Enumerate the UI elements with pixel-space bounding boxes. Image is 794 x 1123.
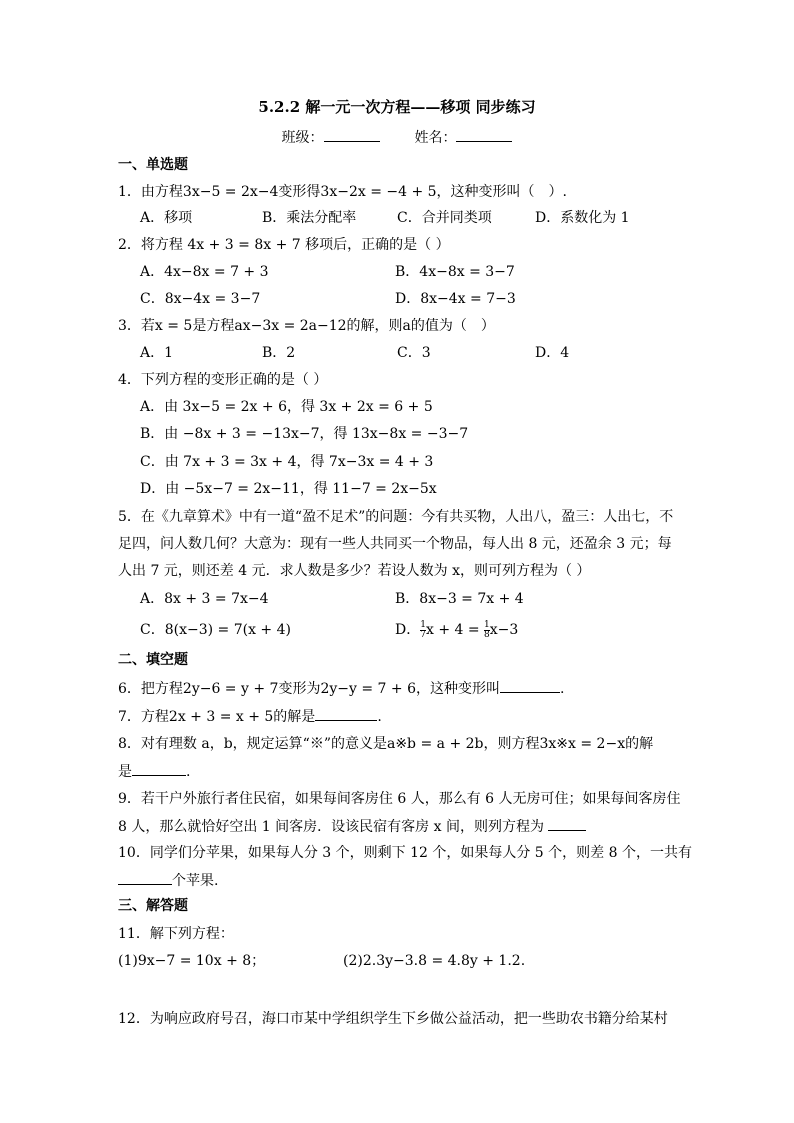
q10-blank[interactable]	[118, 870, 172, 885]
q1-option-d[interactable]: D．系数化为 1	[535, 210, 630, 226]
q5-option-d-prefix: D．	[395, 622, 421, 638]
q4-option-d[interactable]: D．由 −5x−7 = 2x−11，得 11−7 = 2x−5x	[140, 481, 437, 497]
section-fill-blank: 二、填空题	[118, 652, 188, 668]
q5-option-c[interactable]: C．8(x−3) = 7(x + 4)	[140, 622, 291, 638]
q1-option-c[interactable]: C．合并同类项	[397, 210, 492, 226]
section-solve: 三、解答题	[118, 898, 188, 914]
name-label: 姓名：	[414, 130, 457, 146]
q9-line-1: 9．若干户外旅行者住民宿，如果每间客房住 6 人，那么有 6 人无房可住；如果每间客房住	[118, 791, 681, 807]
q2-option-d[interactable]: D．8x−4x = 7−3	[395, 291, 516, 307]
q1-option-a[interactable]: A．移项	[140, 210, 193, 226]
q8-line-2: 是 .	[118, 761, 190, 782]
class-blank[interactable]	[324, 127, 380, 142]
q3-option-c[interactable]: C．3	[397, 345, 431, 361]
class-label: 班级：	[281, 130, 324, 146]
fraction-one-eighth: $\frac{1}{8}$	[484, 619, 490, 640]
q4-option-b[interactable]: B．由 −8x + 3 = −13x−7，得 13x−8x = −3−7	[140, 426, 469, 442]
q2-option-c[interactable]: C．8x−4x = 3−7	[140, 291, 261, 307]
q10-line-1: 10．同学们分苹果，如果每人分 3 个，则剩下 12 个，如果每人分 5 个，则差 8 个，一共有	[118, 845, 692, 861]
q2-stem: 2．将方程 4x + 3 = 8x + 7 移项后，正确的是（ ）	[118, 237, 450, 253]
class-name-line	[0, 127, 794, 148]
q10-line-2: 个苹果.	[118, 870, 218, 891]
q4-option-c[interactable]: C．由 7x + 3 = 3x + 4，得 7x−3x = 4 + 3	[140, 454, 434, 470]
fraction-one-seventh: $\frac{1}{7}$	[420, 619, 426, 640]
q3-option-d[interactable]: D．4	[535, 345, 570, 361]
q7-blank[interactable]	[315, 706, 377, 721]
q5-line-1: 5．在《九章算术》中有一道“盈不足术”的问题：今有共买物，人出八，盈三：人出七，不	[118, 509, 674, 525]
q3-option-b[interactable]: B．2	[262, 345, 296, 361]
q8-blank[interactable]	[132, 761, 186, 776]
q11-stem: 11．解下列方程：	[118, 926, 234, 942]
q9-blank[interactable]	[548, 816, 586, 831]
q5-line-2: 足四，问人数几何？大意为：现有一些人共同买一个物品，每人出 8 元，还盈余 3 元；每	[118, 536, 672, 552]
q5-line-3: 人出 7 元，则还差 4 元．求人数是多少？若设人数为 x，则可列方程为（ ）	[118, 563, 591, 579]
q12-line-1: 12．为响应政府号召，海口市某中学组织学生下乡做公益活动，把一些助农书籍分给某村	[118, 1011, 668, 1027]
q1-option-b[interactable]: B．乘法分配率	[262, 210, 357, 226]
q2-option-a[interactable]: A．4x−8x = 7 + 3	[140, 264, 269, 280]
q3-stem: 3．若x = 5是方程ax−3x = 2a−12的解，则a的值为（ ）	[118, 318, 495, 334]
q11-part-2: (2)2.3y−3.8 = 4.8y + 1.2.	[343, 953, 526, 969]
q2-option-b[interactable]: B．4x−8x = 3−7	[395, 264, 515, 280]
q11-part-1: (1)9x−7 = 10x + 8；	[118, 953, 266, 969]
q4-stem: 4．下列方程的变形正确的是（ ）	[118, 372, 328, 388]
q5-option-b[interactable]: B．8x−3 = 7x + 4	[395, 591, 524, 607]
section-single-choice: 一、单选题	[118, 157, 188, 173]
q6: 6．把方程2y−6 = y + 7变形为2y−y = 7 + 6，这种变形叫 .	[118, 678, 564, 699]
q3-option-a[interactable]: A．1	[140, 345, 174, 361]
q6-blank[interactable]	[500, 678, 560, 693]
q4-option-a[interactable]: A．由 3x−5 = 2x + 6，得 3x + 2x = 6 + 5	[140, 399, 433, 415]
name-blank[interactable]	[456, 127, 512, 142]
q5-option-a[interactable]: A．8x + 3 = 7x−4	[140, 591, 269, 607]
q9-line-2: 8 人，那么就恰好空出 1 间客房．设该民宿有客房 x 间，则列方程为	[118, 816, 586, 837]
q8-line-1: 8．对有理数 a，b，规定运算“※”的意义是a※b = a + 2b，则方程3x※x = 2−x的解	[118, 736, 654, 752]
q5-option-d[interactable]: D． $\frac{1}{7}$ x + 4 = $\frac{1}{8}$ x−3	[395, 619, 519, 640]
page-title: 5.2.2 解一元一次方程——移项 同步练习	[258, 98, 536, 116]
q1-stem: 1．由方程3x−5 = 2x−4变形得3x−2x = −4 + 5，这种变形叫（ ）.	[118, 184, 568, 200]
q7: 7．方程2x + 3 = x + 5的解是 .	[118, 706, 382, 727]
